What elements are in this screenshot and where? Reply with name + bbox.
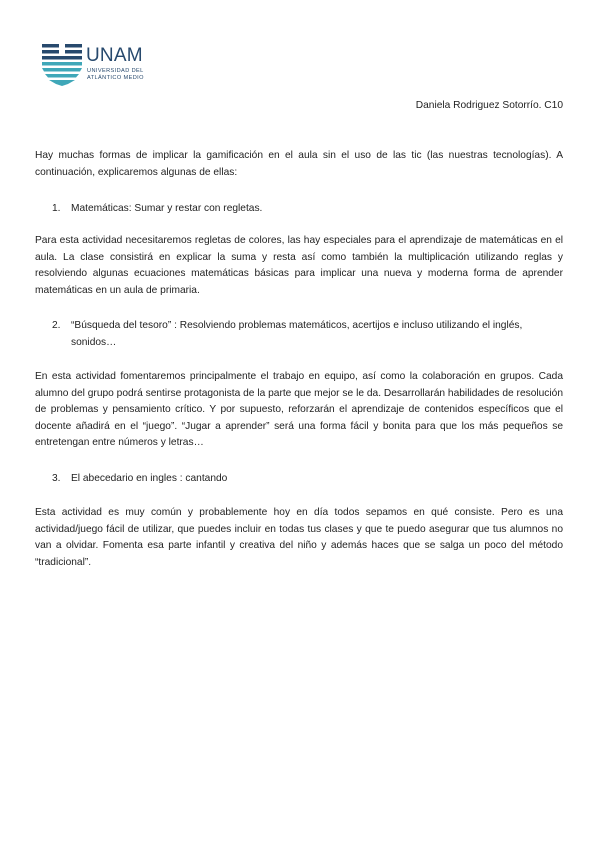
paragraph-1: Para esta actividad necesitaremos regletas de colores, las hay especiales para el aprendizaje de matemáticas en el aula. La clase consistirá en explicar la suma y resta así como también la multiplicación utilizando reglas y resolviendo algunas ecuaciones matemáticas básicas para implicar una nueva y moderna forma de aprender matemáticas en un aula de primaria.	[35, 235, 563, 296]
list-item-number: 1.	[52, 203, 61, 214]
intro-paragraph: Hay muchas formas de implicar la gamificación en el aula sin el uso de las tic (las nuestras tecnologías). A continuación, explicaremos algunas de ellas:	[35, 150, 563, 178]
logo-subtitle-line2: ATLÁNTICO MEDIO	[87, 75, 144, 81]
list-item-heading: El abecedario en ingles : cantando	[71, 473, 228, 484]
list-item-2	[52, 318, 564, 351]
list-item-heading: Matemáticas: Sumar y restar con regletas.	[71, 203, 263, 214]
paragraph-2: En esta actividad fomentaremos principalmente el trabajo en equipo, así como la colaboración en grupos. Cada alumno del grupo podrá sentirse protagonista de la parte que mejor se le da. Desarrollarán habilidades de resolución de problemas y pensamiento crítico. Y por supuesto, reforzarán el aprendizaje de contenidos específicos que el docente añadirá en el “juego”. “Jugar a aprender” será una forma fácil y bonita para que los más pequeños se entretengan entre números y letras…	[35, 371, 563, 449]
paragraph-3: Esta actividad es muy común y probablemente hoy en día todos sepamos en qué consiste. Pero es una actividad/juego fácil de utilizar, que puedes incluir en todas tus clases y que te puedo asegurar que tus alumnos no van a olvidar. Fomenta esa parte infantil y creativa del niño y además haces que se salga un poco del método “tradicional”.	[35, 507, 563, 568]
list-item-number: 3.	[52, 473, 61, 484]
list-item-1	[52, 201, 564, 218]
logo-title: UNAM	[86, 45, 143, 66]
list-item-3	[52, 471, 564, 488]
unam-logo	[42, 44, 152, 86]
list-item-number: 2.	[52, 320, 61, 331]
author-line: Daniela Rodriguez Sotorrío. C10	[415, 100, 563, 111]
unam-shield-icon	[42, 44, 82, 86]
logo-subtitle-line1: UNIVERSIDAD DEL	[87, 68, 144, 74]
logo-subtitle	[87, 68, 157, 82]
list-item-heading: “Búsqueda del tesoro” : Resolviendo problemas matemáticos, acertijos e incluso utilizando el inglés, sonidos…	[71, 320, 523, 348]
